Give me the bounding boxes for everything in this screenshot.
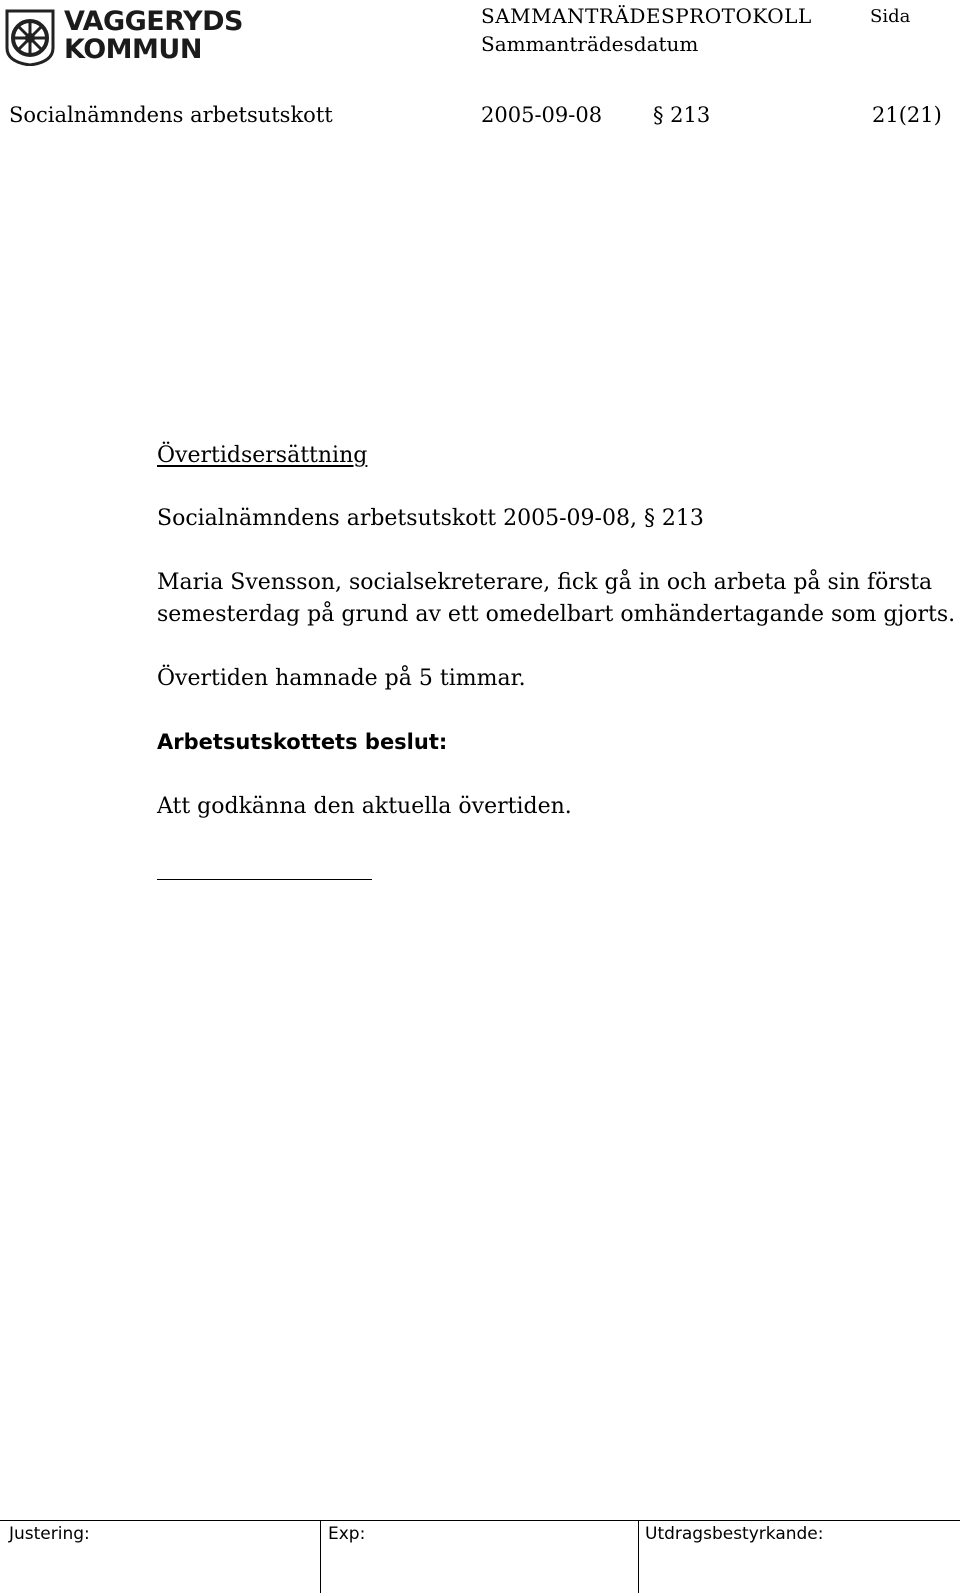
section-title: Övertidsersättning [157,443,368,468]
logo-line-2: KOMMUN [64,34,202,65]
overtime-statement: Övertiden hamnade på 5 timmar. [157,666,526,691]
footer-divider [0,1520,960,1521]
municipality-logo [4,6,243,66]
body-paragraph-line-1: Maria Svensson, socialsekreterare, fick gå in och arbeta på sin första [157,570,933,595]
decision-text: Att godkänna den aktuella övertiden. [157,794,572,819]
footer-exp: Exp: [328,1524,366,1544]
meeting-date: 2005-09-08 [481,103,603,127]
footer-column-divider [638,1521,639,1593]
document-type: SAMMANTRÄDESPROTOKOLL [481,4,812,28]
meeting-date-label: Sammanträdesdatum [481,32,699,56]
logo-wordmark [64,8,243,64]
logo-line-1: VAGGERYDS [64,6,243,37]
paragraph-number: § 213 [653,103,711,127]
footer-justering: Justering: [9,1524,90,1544]
committee-name: Socialnämndens arbetsutskott [9,103,333,127]
wheel-emblem-icon [4,8,56,66]
decision-heading: Arbetsutskottets beslut: [157,730,448,754]
footer-column-divider [320,1521,321,1593]
body-paragraph-line-2: semesterdag på grund av ett omedelbart omhändertagande som gjorts. [157,602,956,627]
separator-rule [157,879,372,880]
reference-line: Socialnämndens arbetsutskott 2005-09-08, § 213 [157,506,704,531]
footer-utdragsbestyrkande: Utdragsbestyrkande: [645,1524,824,1544]
page-label: Sida [870,6,911,27]
page-number: 21(21) [872,103,942,127]
